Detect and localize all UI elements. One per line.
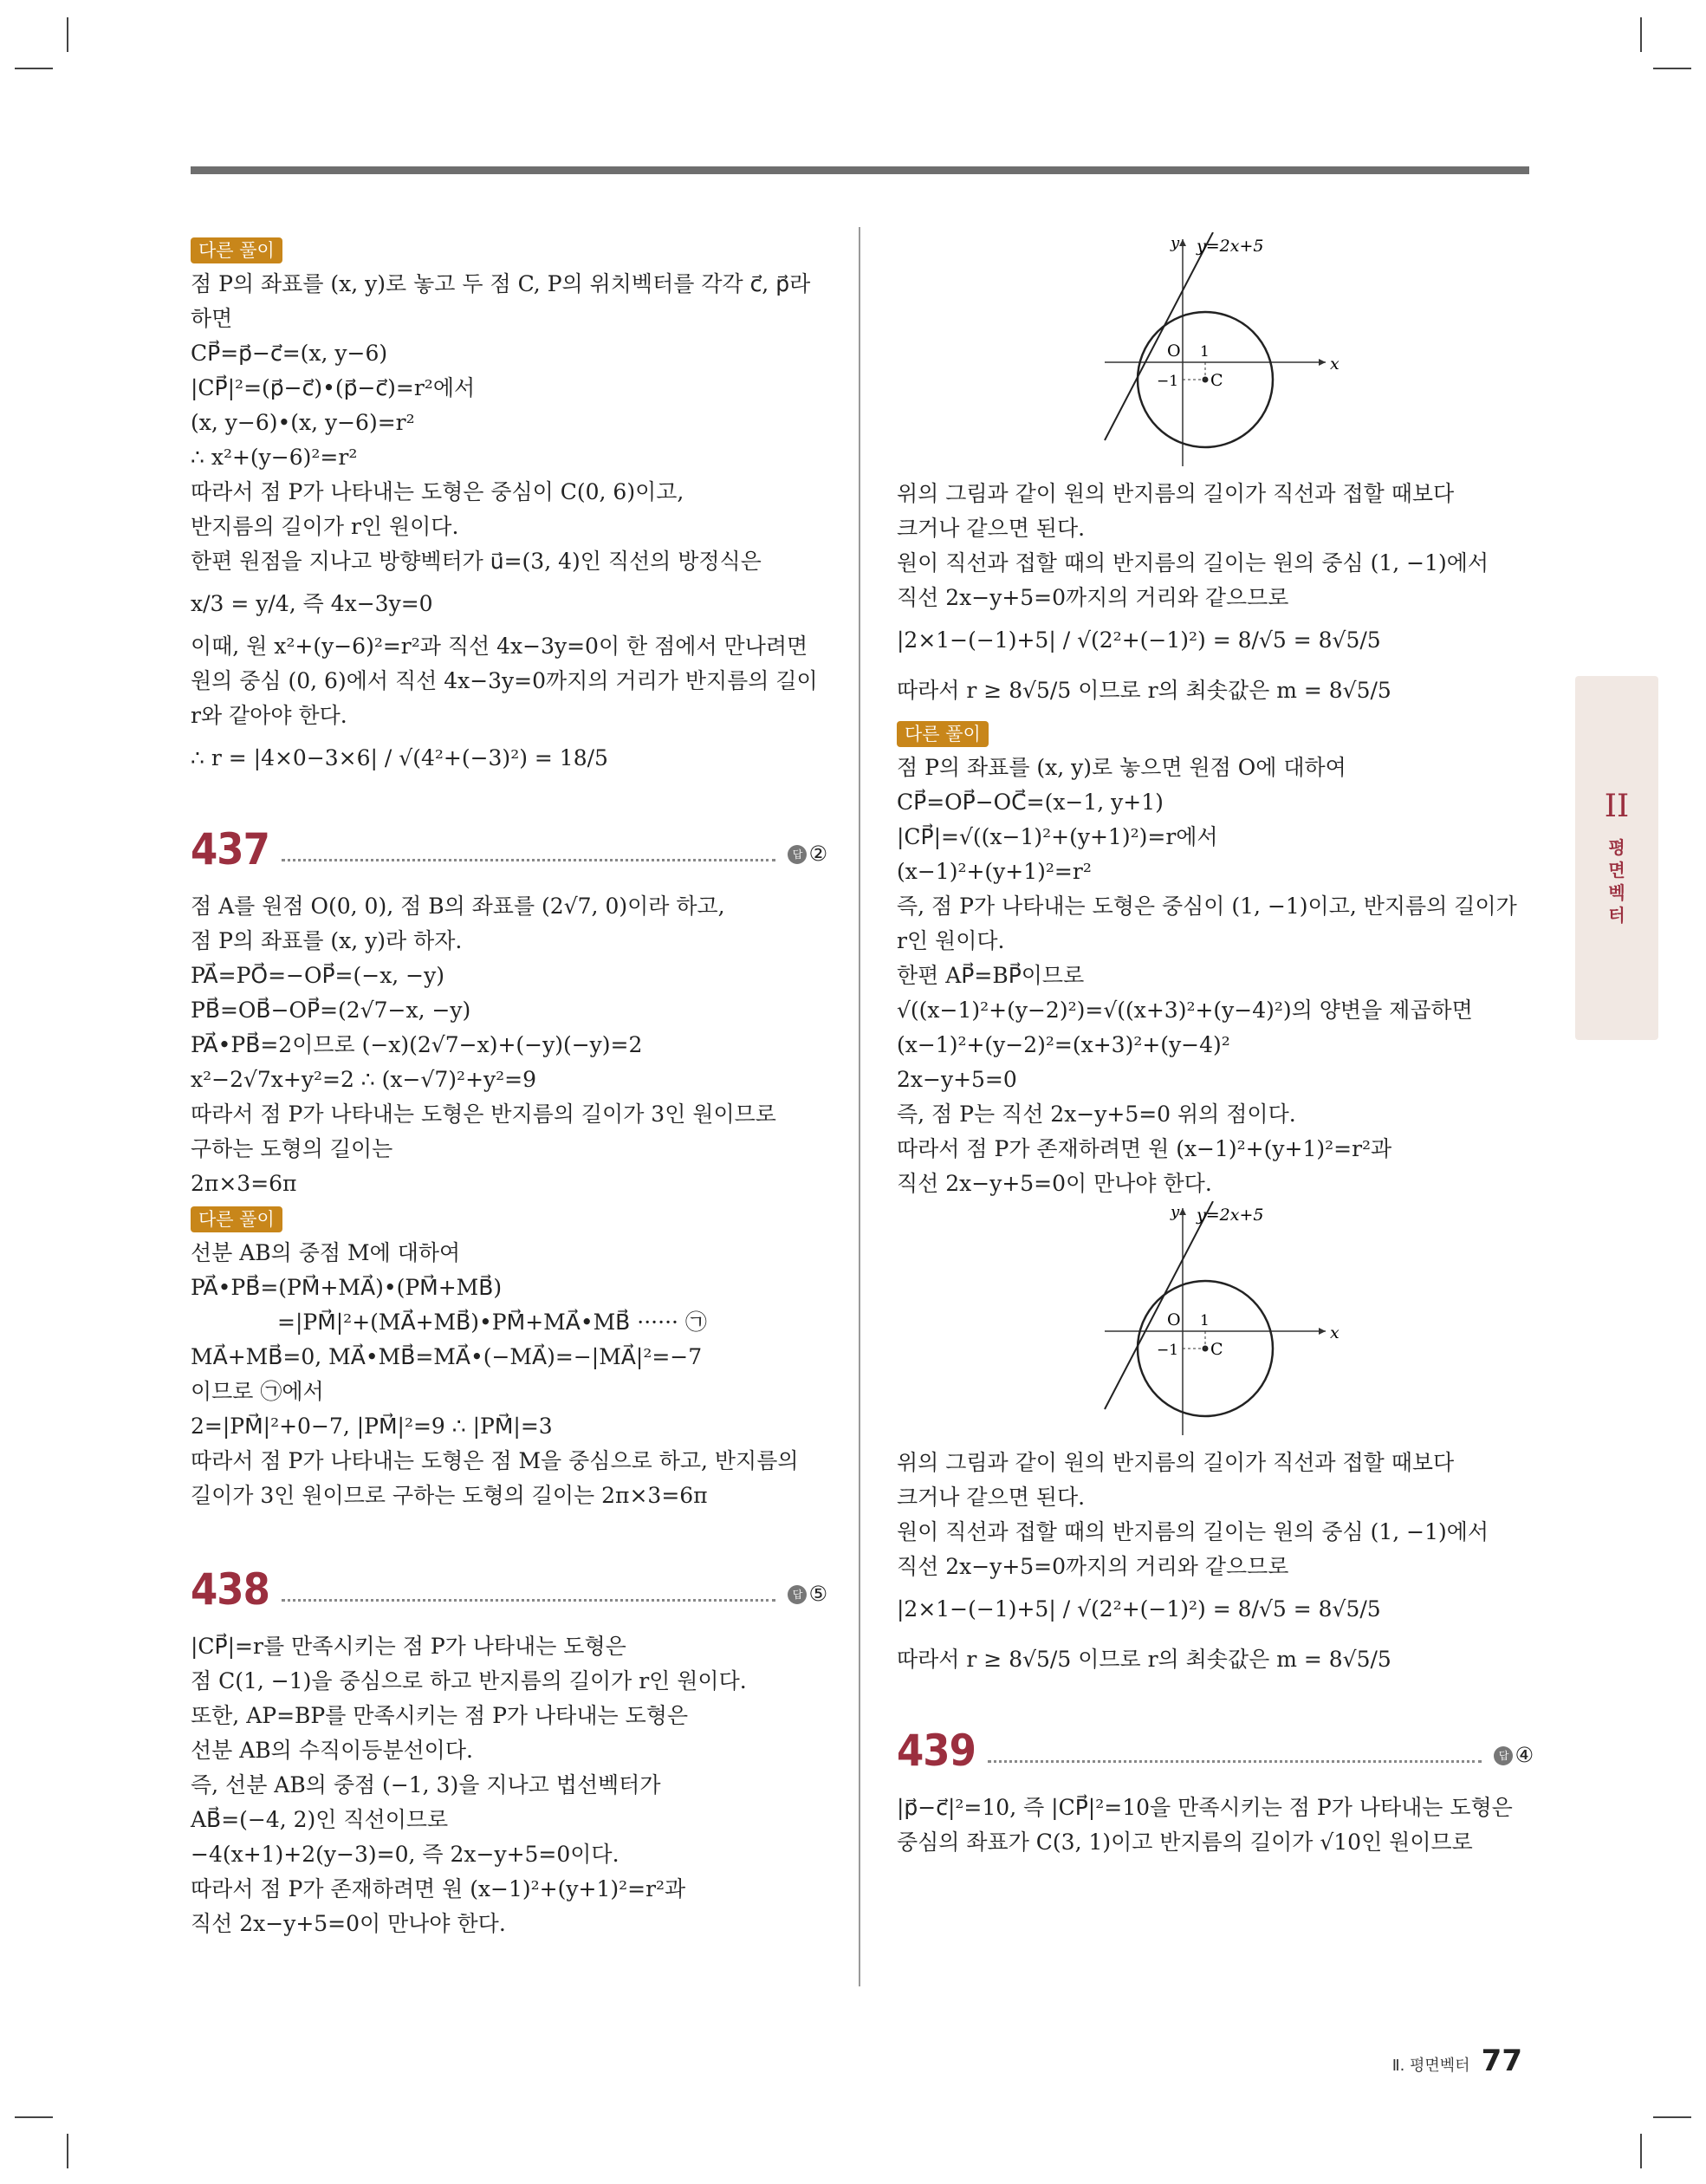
- answer-value: ⑤: [808, 1582, 827, 1606]
- right-column: [897, 232, 1534, 1860]
- text-line: |p⃗−c⃗|²=10, 즉 |CP⃗|²=10을 만족시키는 점 P가 나타내는 도형은: [897, 1795, 1513, 1820]
- text-line: (x, y−6)•(x, y−6)=r²: [191, 410, 415, 435]
- text-line: 직선 2x−y+5=0이 만나야 한다.: [191, 1911, 506, 1936]
- text-line: (x−1)²+(y+1)²=r²: [897, 859, 1092, 884]
- text-line: 점 P의 좌표를 (x, y)라 하자.: [191, 928, 463, 953]
- answer-marker: [1494, 1742, 1534, 1768]
- equation-line: 따라서 r ≥ 8√5/5 이므로 r의 최솟값은 m = 8√5/5: [897, 678, 1391, 703]
- text-line: 한편 AP⃗=BP⃗이므로: [897, 963, 1085, 988]
- crop-mark: [1640, 17, 1642, 52]
- chapter-char: 면: [1608, 860, 1625, 881]
- text-line: 위의 그림과 같이 원의 반지름의 길이가 직선과 접할 때보다: [897, 481, 1455, 506]
- equation-line: ∴ r = |4×0−3×6| / √(4²+(−3)²) = 18/5: [191, 745, 608, 770]
- text-line: 반지름의 길이가 r인 원이다.: [191, 514, 459, 539]
- circle-line-figure: [897, 232, 1534, 466]
- chapter-char: 평: [1608, 837, 1625, 858]
- text-line: AB⃗=(−4, 2)인 직선이므로: [191, 1807, 449, 1832]
- alt-solution-badge: 다른 풀이: [191, 1206, 282, 1232]
- leader-dots: [282, 1599, 776, 1602]
- text-line: 따라서 점 P가 존재하려면 원 (x−1)²+(y+1)²=r²과: [191, 1876, 686, 1901]
- text-line: PA⃗•PB⃗=2이므로 (−x)(2√7−x)+(−y)(−y)=2: [191, 1032, 643, 1057]
- figure-y-label: y: [1171, 1203, 1180, 1221]
- text-line: 하면: [191, 306, 233, 331]
- answer-value: ②: [808, 842, 827, 866]
- text-line: 점 C(1, −1)을 중심으로 하고 반지름의 길이가 r인 원이다.: [191, 1668, 747, 1693]
- figure-line-label: y=2x+5: [1197, 1206, 1264, 1225]
- problem-number: 438: [191, 1564, 269, 1615]
- crop-mark: [1640, 2134, 1642, 2168]
- text-line: 따라서 점 P가 나타내는 도형은 중심이 C(0, 6)이고,: [191, 479, 684, 504]
- header-rule: [191, 166, 1529, 174]
- chapter-char: 벡: [1608, 882, 1625, 903]
- figure-center-label: C: [1210, 1340, 1223, 1359]
- figure-x-label: x: [1330, 354, 1340, 374]
- text-line: 2=|PM⃗|²+0−7, |PM⃗|²=9 ∴ |PM⃗|=3: [191, 1414, 553, 1439]
- answer-marker: [788, 841, 827, 867]
- alt-solution-badge: 다른 풀이: [191, 237, 282, 263]
- text-line: −4(x+1)+2(y−3)=0, 즉 2x−y+5=0이다.: [191, 1842, 619, 1867]
- leader-dots: [282, 859, 776, 861]
- footer-section: Ⅱ. 평면벡터: [1391, 2057, 1470, 2075]
- chapter-title-vertical: [1575, 836, 1658, 926]
- text-line: CP⃗=p⃗−c⃗=(x, y−6): [191, 341, 388, 366]
- text-line: 점 A를 원점 O(0, 0), 점 B의 좌표를 (2√7, 0)이라 하고,: [191, 894, 725, 919]
- crop-mark: [67, 2134, 68, 2168]
- figure-x-label: x: [1330, 1323, 1340, 1342]
- text-line: 직선 2x−y+5=0이 만나야 한다.: [897, 1171, 1212, 1196]
- text-line: 이때, 원 x²+(y−6)²=r²과 직선 4x−3y=0이 한 점에서 만나려면: [191, 634, 808, 659]
- leader-dots: [988, 1760, 1482, 1763]
- text-line: 원의 중심 (0, 6)에서 직선 4x−3y=0까지의 거리가 반지름의 길이: [191, 668, 818, 693]
- text-line: 구하는 도형의 길이는: [191, 1136, 393, 1161]
- text-line: 크거나 같으면 된다.: [897, 1485, 1086, 1510]
- crop-mark: [15, 2116, 53, 2118]
- crop-mark: [15, 68, 53, 69]
- page-footer: [1392, 2044, 1522, 2078]
- alt-solution-text: [191, 267, 827, 783]
- equation-line: 따라서 r ≥ 8√5/5 이므로 r의 최솟값은 m = 8√5/5: [897, 1647, 1391, 1672]
- text-line: 점 P의 좌표를 (x, y)로 놓으면 원점 O에 대하여: [897, 755, 1346, 780]
- figure-one-label: 1: [1200, 343, 1210, 361]
- problem-number: 439: [897, 1726, 976, 1776]
- problem-438-header: [191, 1558, 827, 1614]
- text-line: 또한, AP=BP를 만족시키는 점 P가 나타내는 도형은: [191, 1703, 689, 1728]
- figure-origin-label: O: [1167, 341, 1181, 361]
- crop-mark: [1653, 68, 1691, 69]
- figure-line-label: y=2x+5: [1197, 237, 1264, 256]
- text-line: |CP⃗|=√((x−1)²+(y+1)²)=r에서: [897, 824, 1218, 849]
- text-line: 선분 AB의 수직이등분선이다.: [191, 1738, 473, 1763]
- chapter-char: 터: [1608, 905, 1625, 926]
- text-line: CP⃗=OP⃗−OC⃗=(x−1, y+1): [897, 790, 1164, 815]
- problem-number: 437: [191, 824, 269, 874]
- alt-solution-badge: 다른 풀이: [897, 721, 989, 747]
- figure-neg-one-label: −1: [1157, 373, 1179, 390]
- figure-neg-one-label: −1: [1157, 1342, 1179, 1359]
- text-line: 2π×3=6π: [191, 1171, 297, 1196]
- text-line: 따라서 점 P가 나타내는 도형은 점 M을 중심으로 하고, 반지름의: [191, 1448, 799, 1473]
- text-line: (x−1)²+(y−2)²=(x+3)²+(y−4)²: [897, 1032, 1230, 1057]
- crop-mark: [67, 17, 68, 52]
- text-line: 선분 AB의 중점 M에 대하여: [191, 1240, 461, 1265]
- text-line: PB⃗=OB⃗−OP⃗=(2√7−x, −y): [191, 998, 471, 1023]
- answer-value: ④: [1515, 1743, 1534, 1767]
- text-line: 따라서 점 P가 존재하려면 원 (x−1)²+(y+1)²=r²과: [897, 1136, 1392, 1161]
- text-line: PA⃗•PB⃗=(PM⃗+MA⃗)•(PM⃗+MB⃗): [191, 1275, 503, 1300]
- answer-icon: 답: [1494, 1746, 1513, 1765]
- text-line: MA⃗+MB⃗=0, MA⃗•MB⃗=MA⃗•(−MA⃗)=−|MA⃗|²=−7: [191, 1344, 703, 1369]
- chapter-side-tab: [1575, 676, 1658, 1040]
- text-line: 한편 원점을 지나고 방향벡터가 u⃗=(3, 4)인 직선의 방정식은: [191, 549, 762, 574]
- text-line: 직선 2x−y+5=0까지의 거리와 같으므로: [897, 585, 1289, 610]
- text-line: PA⃗=PO⃗=−OP⃗=(−x, −y): [191, 963, 445, 988]
- text-line: 이므로 ㉠에서: [191, 1379, 324, 1404]
- answer-icon: 답: [788, 845, 807, 864]
- answer-marker: [788, 1581, 827, 1607]
- problem-437-header: [191, 818, 827, 874]
- text-line: 원이 직선과 접할 때의 반지름의 길이는 원의 중심 (1, −1)에서: [897, 1519, 1489, 1544]
- text-line: 길이가 3인 원이므로 구하는 도형의 길이는 2π×3=6π: [191, 1483, 708, 1508]
- figure-one-label: 1: [1200, 1312, 1210, 1329]
- figure-y-label: y: [1171, 234, 1180, 252]
- problem-439-header: [897, 1719, 1534, 1775]
- text-line: =|PM⃗|²+(MA⃗+MB⃗)•PM⃗+MA⃗•MB⃗ ······ ㉠: [277, 1310, 707, 1335]
- page-number: 77: [1481, 2044, 1522, 2078]
- text-line: 즉, 선분 AB의 중점 (−1, 3)을 지나고 법선벡터가: [191, 1772, 661, 1797]
- text-line: ∴ x²+(y−6)²=r²: [191, 445, 358, 470]
- text-line: |CP⃗|²=(p⃗−c⃗)•(p⃗−c⃗)=r²에서: [191, 375, 476, 400]
- text-line: 점 P의 좌표를 (x, y)로 놓고 두 점 C, P의 위치벡터를 각각 c⃗, p⃗라: [191, 271, 811, 296]
- text-line: 위의 그림과 같이 원의 반지름의 길이가 직선과 접할 때보다: [897, 1450, 1455, 1475]
- crop-mark: [1653, 2116, 1691, 2118]
- text-line: 따라서 점 P가 나타내는 도형은 반지름의 길이가 3인 원이므로: [191, 1102, 776, 1127]
- text-line: r인 원이다.: [897, 928, 1005, 953]
- column-divider: [859, 227, 860, 1986]
- equation-line: x/3 = y/4, 즉 4x−3y=0: [191, 591, 433, 616]
- equation-line: |2×1−(−1)+5| / √(2²+(−1)²) = 8/√5 = 8√5/5: [897, 1596, 1381, 1622]
- text-line: 2x−y+5=0: [897, 1067, 1017, 1092]
- text-line: 즉, 점 P가 나타내는 도형은 중심이 (1, −1)이고, 반지름의 길이가: [897, 894, 1517, 919]
- circle-line-figure: [897, 1201, 1534, 1435]
- text-line: 즉, 점 P는 직선 2x−y+5=0 위의 점이다.: [897, 1102, 1296, 1127]
- answer-icon: 답: [788, 1585, 807, 1604]
- text-line: 직선 2x−y+5=0까지의 거리와 같으므로: [897, 1554, 1289, 1579]
- text-line: 크거나 같으면 된다.: [897, 516, 1086, 541]
- equation-line: |2×1−(−1)+5| / √(2²+(−1)²) = 8/√5 = 8√5/5: [897, 627, 1381, 653]
- text-line: r와 같아야 한다.: [191, 703, 347, 728]
- text-line: 중심의 좌표가 C(3, 1)이고 반지름의 길이가 √10인 원이므로: [897, 1830, 1473, 1855]
- text-line: x²−2√7x+y²=2 ∴ (x−√7)²+y²=9: [191, 1067, 537, 1092]
- text-line: √((x−1)²+(y−2)²)=√((x+3)²+(y−4)²)의 양변을 제곱하면: [897, 998, 1473, 1023]
- text-line: |CP⃗|=r를 만족시키는 점 P가 나타내는 도형은: [191, 1634, 626, 1659]
- left-column: [191, 232, 827, 1941]
- figure-center-label: C: [1210, 371, 1223, 390]
- chapter-roman-numeral: II: [1604, 789, 1630, 824]
- text-line: 원이 직선과 접할 때의 반지름의 길이는 원의 중심 (1, −1)에서: [897, 550, 1489, 575]
- figure-origin-label: O: [1167, 1310, 1181, 1329]
